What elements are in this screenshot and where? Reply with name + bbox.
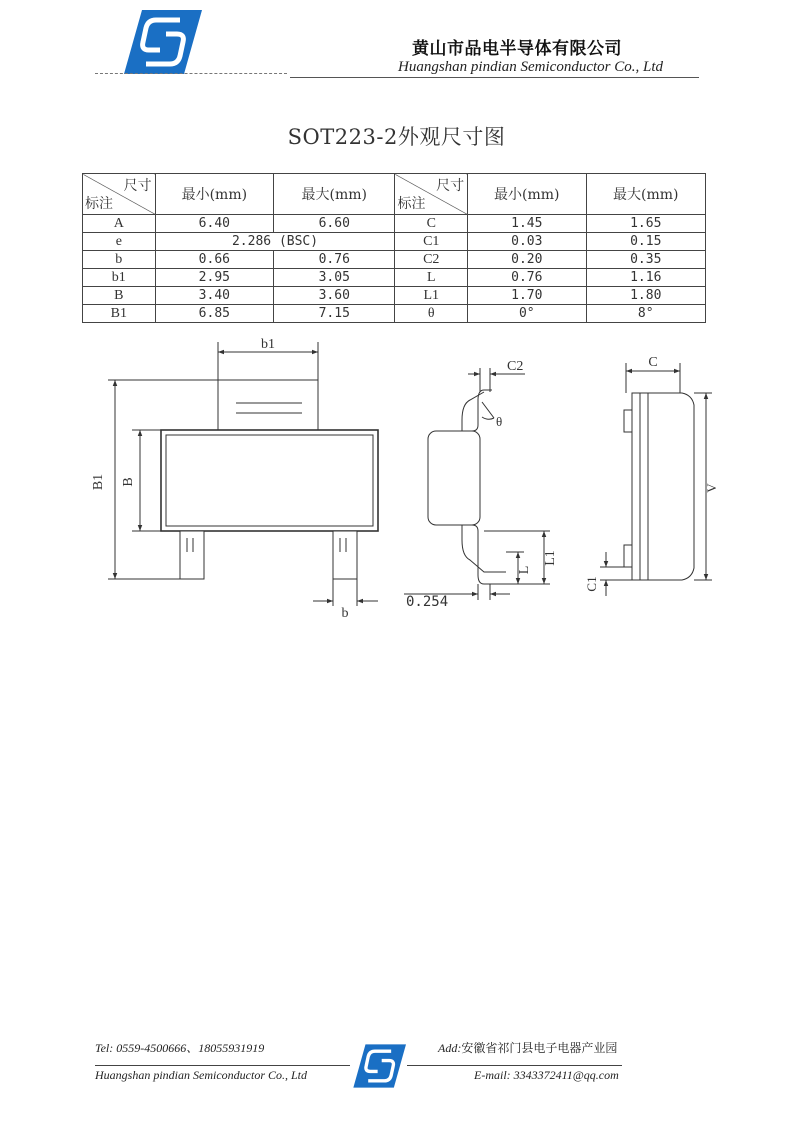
header-rule (290, 77, 699, 78)
dim-max: 8° (586, 305, 705, 323)
max-header: 最大(mm) (586, 174, 705, 215)
dim-min: 0.03 (468, 233, 586, 251)
dim-max: 1.16 (586, 269, 705, 287)
footer-email: E-mail: 3343372411@qq.com (474, 1068, 619, 1082)
label-C: C (648, 355, 658, 370)
min-header: 最小(mm) (468, 174, 586, 215)
corner-label-size: 尺寸 (123, 178, 152, 194)
footer-phone: Tel: 0559-4500666、18055931919 (95, 1041, 265, 1055)
dim-min: 6.85 (155, 305, 273, 323)
dim-min: 0.76 (468, 269, 586, 287)
dim-min: 0.66 (155, 251, 273, 269)
dim-label: L (395, 269, 468, 287)
dim-label: b (83, 251, 156, 269)
footer-address (438, 1039, 617, 1056)
corner-label-mark: 标注 (397, 196, 426, 212)
footer-company-en: Huangshan pindian Semiconductor Co., Ltd (95, 1068, 307, 1082)
dim-max: 7.15 (274, 305, 395, 323)
dim-max: 1.80 (586, 287, 705, 305)
label-theta: θ (496, 414, 503, 429)
dim-label: b1 (83, 269, 156, 287)
label-B1: B1 (91, 473, 106, 491)
label-b: b (341, 606, 349, 621)
dim-label: B (83, 287, 156, 305)
label-V: V (704, 483, 719, 493)
dim-label: C1 (395, 233, 468, 251)
dim-min: 6.40 (155, 215, 273, 233)
company-name-cn: 黄山市品电半导体有限公司 (412, 39, 622, 59)
footer-rule-left (95, 1065, 350, 1066)
corner-label-mark: 标注 (85, 196, 113, 212)
max-header: 最大(mm) (274, 174, 395, 215)
dim-max: 0.35 (586, 251, 705, 269)
top-view (108, 342, 378, 606)
dim-span: 2.286 (BSC) (155, 233, 395, 251)
table-row (83, 269, 706, 287)
min-header: 最小(mm) (155, 174, 273, 215)
dim-label: θ (395, 305, 468, 323)
dim-max: 6.60 (274, 215, 395, 233)
dim-label: B1 (83, 305, 156, 323)
side-view (404, 368, 550, 600)
label-b1: b1 (261, 337, 275, 352)
dim-max: 0.15 (586, 233, 705, 251)
dim-min: 3.40 (155, 287, 273, 305)
label-L1: L1 (543, 550, 558, 566)
end-view (600, 363, 712, 596)
footer-rule-right (407, 1065, 622, 1066)
label-pitch: 0.254 (406, 594, 449, 610)
header-underline (95, 73, 287, 74)
dim-label: e (83, 233, 156, 251)
footer-address-value: 安徽省祁门县电子电器产业园 (461, 1041, 618, 1055)
dim-max: 1.65 (586, 215, 705, 233)
page-title: SOT223-2外观尺寸图 (287, 125, 506, 149)
table-row (83, 233, 706, 251)
dim-min: 0° (468, 305, 586, 323)
dim-label: A (83, 215, 156, 233)
dim-max: 0.76 (274, 251, 395, 269)
corner-label-size: 尺寸 (436, 178, 465, 194)
dim-label: C (395, 215, 468, 233)
table-header-row (83, 174, 706, 215)
table-row (83, 287, 706, 305)
table-row (83, 305, 706, 323)
table-row (83, 251, 706, 269)
label-C2: C2 (507, 359, 524, 374)
label-C1: C1 (584, 576, 599, 592)
label-B: B (121, 477, 136, 487)
dim-min: 1.70 (468, 287, 586, 305)
dim-label: L1 (395, 287, 468, 305)
dim-max: 3.60 (274, 287, 395, 305)
footer-address-key: Add: (438, 1041, 462, 1055)
table-row (83, 215, 706, 233)
corner-header (395, 174, 468, 215)
dim-max: 3.05 (274, 269, 395, 287)
dimension-table (82, 173, 706, 323)
dim-label: C2 (395, 251, 468, 269)
company-name-en: Huangshan pindian Semiconductor Co., Ltd (398, 59, 663, 75)
label-L: L (517, 565, 532, 575)
dim-min: 1.45 (468, 215, 586, 233)
package-drawing (0, 330, 793, 630)
footer-logo (352, 1044, 406, 1088)
dim-min: 2.95 (155, 269, 273, 287)
corner-header (83, 174, 156, 215)
dim-min: 0.20 (468, 251, 586, 269)
company-logo (122, 10, 202, 74)
